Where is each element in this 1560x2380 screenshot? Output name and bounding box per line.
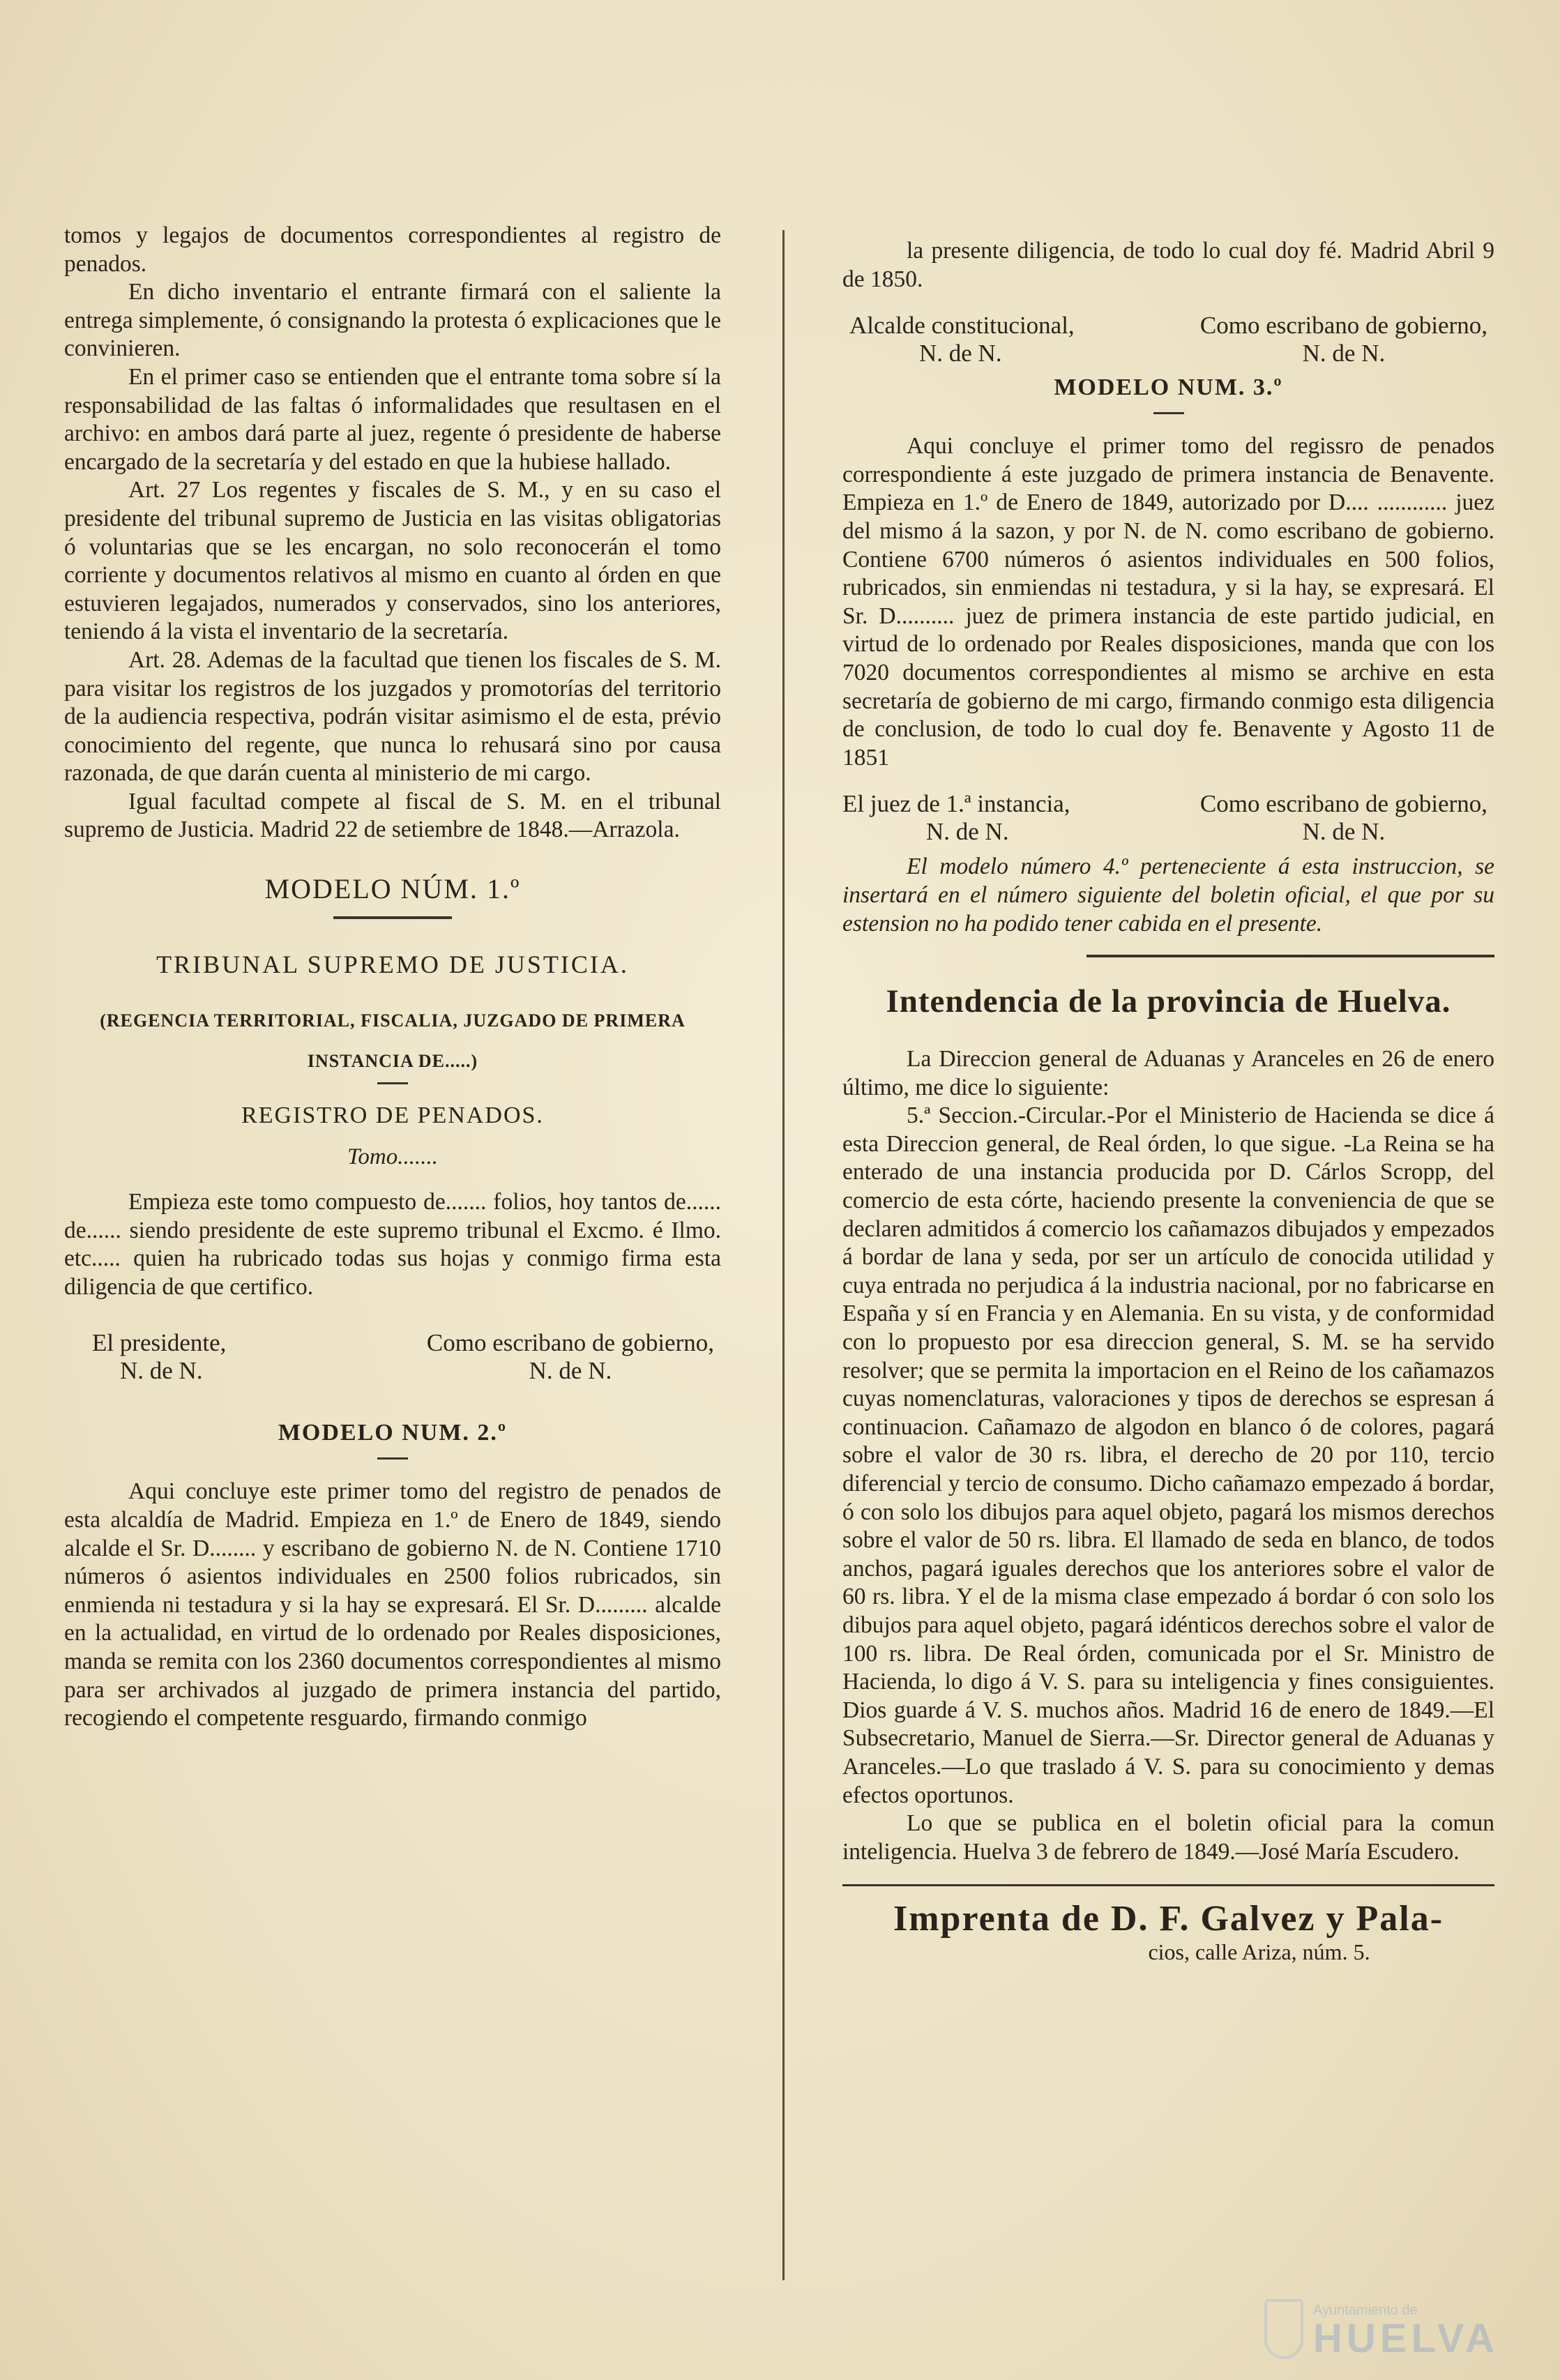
regencia-line: (REGENCIA TERRITORIAL, FISCALIA, JUZGADO DE PRIMERA: [100, 1010, 686, 1031]
paragraph-primer-caso: En el primer caso se entienden que el entrante toma sobre sí la responsabilidad de las faltas ó informalidades que resultasen en el archivo: en ambos dará parte al juez, regente ó presidente de haberse encargado de la secretaría y del estado en que la hubiese hallado.: [64, 363, 721, 475]
intendencia-closing: Lo que se publica en el boletin oficial para la comun inteligencia. Huelva 3 de febrero de 1849.—José María Escudero.: [842, 1810, 1494, 1865]
sig3-left-role: El juez de 1.ª instancia,: [842, 790, 1070, 818]
section-rule: [333, 916, 452, 919]
archive-watermark: [1264, 2275, 1508, 2359]
sig1-left-name: N. de N.: [120, 1357, 203, 1385]
tribunal-title: TRIBUNAL SUPREMO DE JUSTICIA.: [156, 950, 629, 979]
registro-title: REGISTRO DE PENADOS.: [241, 1102, 544, 1129]
sig2-right-name: N. de N.: [1302, 340, 1386, 367]
sig3-right-name: N. de N.: [1302, 818, 1386, 846]
modelo-3-title: MODELO NUM. 3.º: [1054, 374, 1283, 401]
short-rule-3: [1153, 412, 1184, 414]
paragraph-art-27: Art. 27 Los regentes y fiscales de S. M., y en su caso el presidente del tribunal supremo de Justicia en las visitas obligatorias ó voluntarias que se les encargan, no solo reconocerán el tomo corriente y documentos relativos al mismo en cuanto al órden en que estuvieren legajados, numerados y conservados, sino los anteriores, teniendo á la vista el inventario de la secretaría.: [64, 477, 721, 645]
sig2-left-role: Alcalde constitucional,: [849, 312, 1075, 340]
modelo-3-text: Aqui concluye el primer tomo del regissro de penados correspondiente á este juzgado de primera instancia de Benavente. Empieza en 1.º de Enero de 1849, autorizado por D.... ............ juez del mismo á la sazon, y por N. de N. como escribano de gobierno. Contiene 6700 números ó asientos individuales en 500 folios, rubricados, sin enmiendas ni testadura, y si la hay, se expresará. El Sr. D.......... juez de primera instancia de este partido judicial, en virtud de lo ordenado por Reales disposiciones, manda que con los 7020 documentos correspondientes al mismo se archive en esta secretaría de gobierno de mi cargo, firmando conmigo esta diligencia de conclusion, de todo lo cual doy fe. Benavente y Agosto 11 de 1851: [842, 433, 1494, 771]
sig2-right-role: Como escribano de gobierno,: [1199, 312, 1487, 340]
signature-block-2: [842, 312, 1494, 367]
section-rule-right: [1086, 955, 1494, 957]
left-column: [64, 222, 721, 1733]
modelo-1-title: MODELO NÚM. 1.º: [264, 873, 521, 905]
modelo-1-text: Empieza este tomo compuesto de....... folios, hoy tantos de...... de...... siendo presidente de este supremo tribunal el Excmo. é Ilmo. etc..... quien ha rubricado todas sus hojas y conmigo firma esta diligencia de que certifico.: [64, 1189, 721, 1300]
right-column: [842, 237, 1494, 1965]
sig3-left-name: N. de N.: [926, 818, 1009, 846]
paragraph-art-28: Art. 28. Ademas de la facultad que tienen los fiscales de S. M. para visitar los registros de los juzgados y promotorías del territorio de la audiencia respectiva, podrán visitar asimismo el de esta, prévio conocimiento del regente, que nunca lo rehusará sino por causa razonada, de que darán cuenta al ministerio de mi cargo.: [64, 646, 721, 787]
imprenta-title: Imprenta de D. F. Galvez y Pala-: [893, 1899, 1444, 1939]
column-divider: [782, 230, 785, 2280]
modelo-2-text: Aqui concluye este primer tomo del registro de penados de esta alcaldía de Madrid. Empieza en 1.º de Enero de 1849, siendo alcalde el Sr. D........ y escribano de gobierno N. de N. Contiene 1710 números ó asientos individuales en 2500 folios rubricados, sin enmienda ni testadura y si la hay se expresará. El Sr. D......... alcalde en la actualidad, en virtud de lo ordenado por Reales disposiciones, manda se remita con los 2360 documentos correspondientes al mismo para ser archivados al juzgado de primera instancia del partido, recogiendo el competente resguardo, firmando conmigo: [64, 1478, 721, 1731]
modelo-2-title: MODELO NUM. 2.º: [278, 1420, 508, 1446]
modelo-4-note: El modelo número 4.º perteneciente á esta instruccion, se insertará en el número siguiente del boletin oficial, el que por su estension no ha podido tener cabida en el presente.: [842, 854, 1494, 937]
imprenta-rule: [842, 1884, 1494, 1886]
watermark-small-text: Ayuntamiento de: [1313, 2303, 1418, 2318]
instancia-line: INSTANCIA DE.....): [307, 1051, 478, 1072]
short-rule-2: [377, 1457, 408, 1460]
sig1-left-role: El presidente,: [92, 1329, 227, 1357]
paragraph-continuation: tomos y legajos de documentos correspondientes al registro de penados.: [64, 222, 721, 277]
short-rule: [377, 1082, 408, 1084]
intendencia-intro: La Direccion general de Aduanas y Aranceles en 26 de enero último, me dice lo siguiente:: [842, 1046, 1494, 1100]
imprenta-address: cios, calle Ariza, núm. 5.: [1148, 1939, 1370, 1965]
signature-block-1: [64, 1329, 721, 1385]
modelo-2-conclusion: la presente diligencia, de todo lo cual doy fé. Madrid Abril 9 de 1850.: [842, 238, 1494, 292]
paragraph-igual-facultad: Igual facultad compete al fiscal de S. M. en el tribunal supremo de Justicia. Madrid 22 de setiembre de 1848.—Arrazola.: [64, 788, 721, 843]
sig3-right-role: Como escribano de gobierno,: [1199, 790, 1487, 818]
sig1-right-name: N. de N.: [529, 1357, 612, 1385]
coat-of-arms-icon: [1264, 2299, 1303, 2359]
intendencia-title: Intendencia de la provincia de Huelva.: [886, 983, 1451, 1020]
watermark-big-text: HUELVA: [1313, 2316, 1499, 2361]
sig2-left-name: N. de N.: [919, 340, 1002, 367]
paragraph-inventario: En dicho inventario el entrante firmará con el saliente la entrega simplemente, ó consignando la protesta ó explicaciones que le convinieren.: [64, 279, 721, 362]
signature-block-3: [842, 790, 1494, 846]
intendencia-circular: 5.ª Seccion.-Circular.-Por el Ministerio de Hacienda se dice á esta Direccion general, de Real órden, lo que sigue. -La Reina se ha enterado de una instancia producida por D. Cárlos Scropp, del comercio de esta córte, haciendo presente la conveniencia de que se declaren admitidos á comercio los cañamazos dibujados y empezados á bordar de lana y seda, por ser un artículo de conocida utilidad y cuya entrada no perjudica á la industria nacional, por no fabricarse en España y sí en Francia y en Alemania. En su vista, y de conformidad con lo propuesto por esa direccion general, S. M. se ha servido resolver; que se permita la importacion en el Reino de los cañamazos cuyas nomenclaturas, valoraciones y tipos de derechos se espresan á continuacion. Cañamazo de algodon en blanco ó de colores, pagará sobre el valor de 30 rs. libra, el derecho de 20 por 110, tercio diferencial y tercio de consumo. Dicho cañamazo empezado á bordar, ó con solo los dibujos para aquel objeto, pagará los mismos derechos sobre el valor de 50 rs. libra. El llamado de seda en blanco, de todos anchos, pagará iguales derechos que los anteriores sobre el valor de 60 rs. libra. Y el de la misma clase empezado á bordar ó con solo los dibujos para aquel objeto, pagará idénticos derechos sobre el valor de 100 rs. libra. De Real órden, comunicada por el Sr. Ministro de Hacienda, lo digo á V. S. para su inteligencia y fines consiguientes. Dios guarde á V. S. muchos años. Madrid 16 de enero de 1849.—El Subsecretario, Manuel de Sierra.—Sr. Director general de Aduanas y Aranceles.—Lo que traslado á V. S. para su conocimiento y demas efectos oportunos.: [842, 1102, 1494, 1808]
sig1-right-role: Como escribano de gobierno,: [426, 1329, 714, 1357]
tomo-line: Tomo.......: [347, 1144, 438, 1170]
